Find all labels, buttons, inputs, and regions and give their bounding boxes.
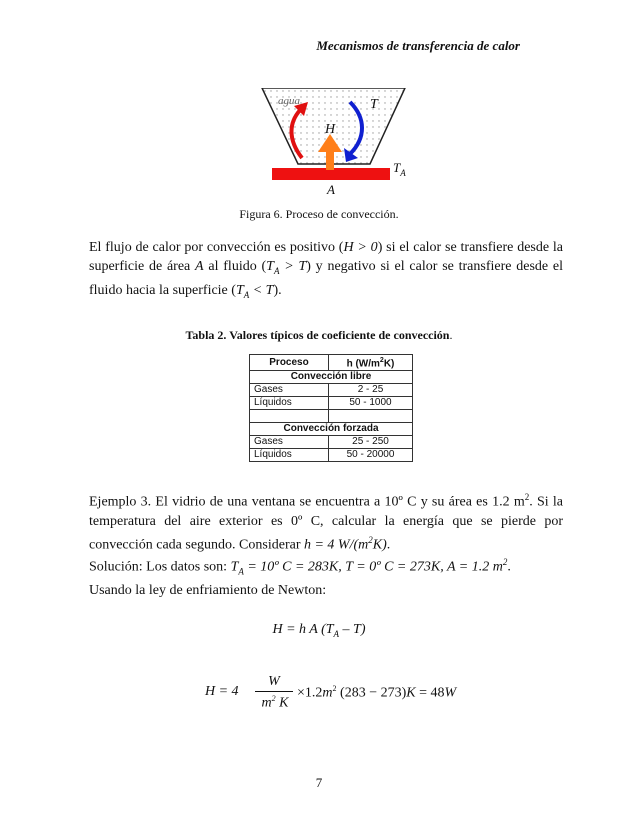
- label-TA: T: [393, 160, 401, 175]
- svg-text:TA: $T_A$: [393, 160, 406, 178]
- section-libre: Convección libre: [250, 371, 413, 384]
- page-number: 7: [315, 775, 323, 790]
- paragraph-convection-sign: El flujo de calor por convección es positivo (H > 0) si el calor se transfiere desde la superficie de área A al fluido $(T_A > T)$ y negativo si el calor se transfiere desde el fluido hacia la superficie $(T_A < T)$.: [89, 240, 564, 300]
- table-row-empty: [250, 410, 413, 423]
- figure-caption: Figura 6. Proceso de convección.: [239, 207, 399, 221]
- table-title: Tabla 2. Valores típicos de coeficiente de convección.: [185, 328, 453, 342]
- label-T: T: [370, 97, 378, 112]
- section-forzada: Convección forzada: [250, 423, 413, 436]
- table-header-row: [250, 355, 413, 371]
- label-agua: agua: [278, 95, 300, 107]
- formula-newton: H = h A $(T_A - T)$: [272, 622, 366, 639]
- table-row: Líquidos 50 - 1000: [250, 397, 413, 410]
- heat-arrow-up: [326, 150, 334, 170]
- paragraph-ejemplo: Ejemplo 3. El vidrio de una ventana se encuentra a 10º C y su área es 1.2 $m^2$. Si la temperatura del aire exterior es 0º C, calcular la energía que se pierde por convección cada segundo. Considerar h = 4 $W/(m^2K)$.: [89, 492, 564, 553]
- convection-figure: [250, 88, 420, 198]
- paragraph-solucion: Solución: Los datos son: $T_A$ = 10º C = 283K, T = 0º C = 273K, A = 1.2 $m^2$. Usando la ley de enfriamiento de Newton:: [89, 557, 511, 599]
- label-H: H: [325, 122, 336, 137]
- header-h: h $(W/m^2K)$: [329, 355, 413, 371]
- table-row: Líquidos 50 - 20000: [250, 449, 413, 462]
- running-title: Mecanismos de transferencia de calor: [316, 38, 520, 53]
- convection-table: [249, 354, 413, 462]
- label-A: A: [327, 182, 335, 197]
- table-row: Gases 2 - 25: [250, 384, 413, 397]
- table-row: Gases 25 - 250: [250, 436, 413, 449]
- header-proceso: Proceso: [250, 355, 329, 371]
